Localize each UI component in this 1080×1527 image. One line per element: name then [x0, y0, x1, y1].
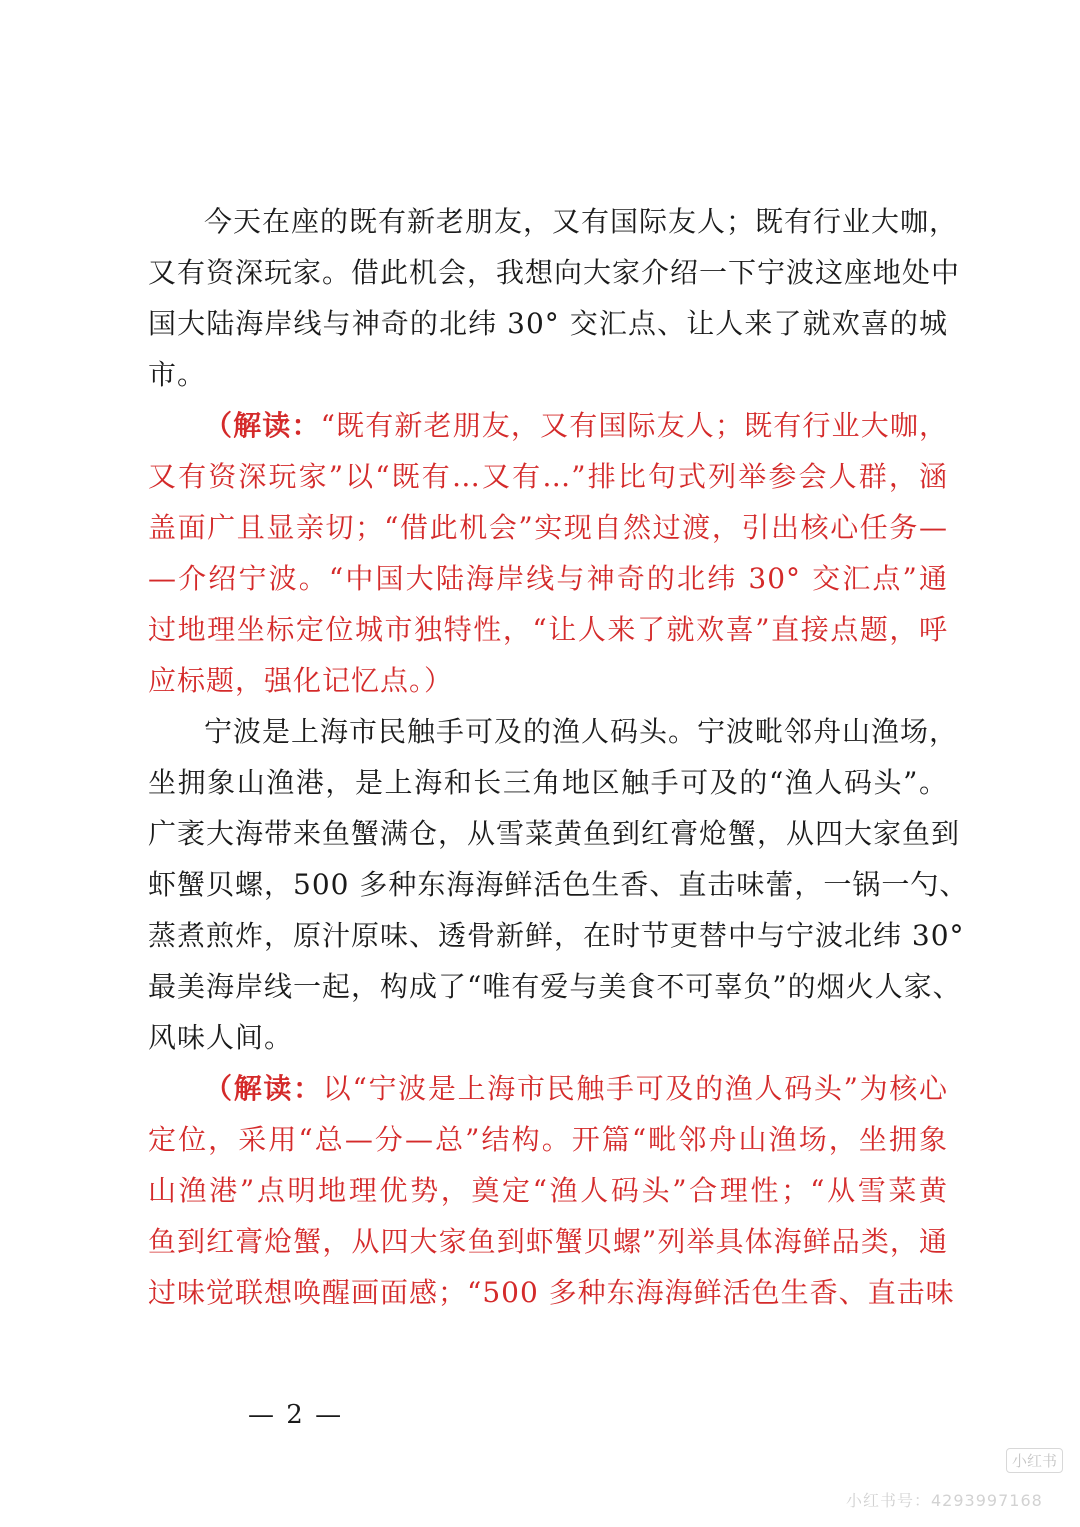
text-line [148, 451, 948, 502]
text-line [148, 1114, 948, 1165]
line-text: 山渔港”点明地理优势，奠定“渔人码头”合理性；“从雪菜黄 [148, 1174, 948, 1207]
text-line [148, 1267, 955, 1318]
annotation-label: （解读： [204, 1072, 323, 1105]
line-text: “既有新老朋友，又有国际友人；既有行业大咖， [320, 409, 948, 442]
text-line [148, 910, 965, 961]
body-paragraph [148, 706, 969, 1063]
line-text: 风味人间。 [148, 1021, 294, 1054]
text-line [148, 349, 948, 400]
line-text: 市。 [148, 358, 207, 391]
line-text: 定位，采用“总—分—总”结构。开篇“毗邻舟山渔场，坐拥象 [148, 1123, 948, 1156]
line-text: 又有资深玩家”以“既有…又有…”排比句式列举参会人群，涵 [148, 460, 948, 493]
line-text: 国大陆海岸线与神奇的北纬 30° 交汇点、让人来了就欢喜的城 [148, 307, 948, 340]
text-line [148, 196, 959, 247]
watermark-id: 小红书号：4293997168 [846, 1491, 1043, 1510]
line-text: 蒸煮煎炸，原汁原味、透骨新鲜，在时节更替中与宁波北纬 30° [148, 919, 965, 952]
line-text: 宁波是上海市民触手可及的渔人码头。宁波毗邻舟山渔场， [204, 715, 959, 748]
annotation-paragraph [148, 400, 948, 706]
text-line [148, 808, 961, 859]
text-line [148, 859, 969, 910]
text-line [148, 298, 948, 349]
text-line [148, 655, 948, 706]
watermark-logo: 小红书 [1006, 1448, 1063, 1473]
text-line [148, 961, 962, 1012]
text-line [148, 1063, 948, 1114]
body-paragraph [148, 196, 961, 400]
line-text: 应标题，强化记忆点。） [148, 664, 454, 697]
line-text: 以“宁波是上海市民触手可及的渔人码头”为核心 [322, 1072, 948, 1105]
line-text: 盖面广且显亲切；“借此机会”实现自然过渡，引出核心任务— [148, 511, 948, 544]
line-text: 鱼到红膏炝蟹，从四大家鱼到虾蟹贝螺”列举具体海鲜品类，通 [148, 1225, 948, 1258]
line-text: 最美海岸线一起，构成了“唯有爱与美食不可辜负”的烟火人家、 [148, 970, 962, 1003]
annotation-paragraph [148, 1063, 955, 1318]
annotation-label: （解读： [204, 409, 321, 442]
line-text: 过地理坐标定位城市独特性，“让人来了就欢喜”直接点题，呼 [148, 613, 948, 646]
text-line [148, 502, 948, 553]
line-text: 今天在座的既有新老朋友，又有国际友人；既有行业大咖， [204, 205, 959, 238]
line-text: 过味觉联想唤醒画面感；“500 多种东海海鲜活色生香、直击味 [148, 1276, 955, 1309]
text-line [148, 247, 961, 298]
line-text: 又有资深玩家。借此机会，我想向大家介绍一下宁波这座地处中 [148, 256, 961, 289]
line-text: 坐拥象山渔港，是上海和长三角地区触手可及的“渔人码头”。 [148, 766, 948, 799]
page-number: — 2 — [248, 1400, 344, 1430]
text-line [148, 757, 948, 808]
line-text: 虾蟹贝螺，500 多种东海海鲜活色生香、直击味蕾，一锅一勺、 [148, 868, 969, 901]
text-line [148, 1165, 948, 1216]
line-text: 广袤大海带来鱼蟹满仓，从雪菜黄鱼到红膏炝蟹，从四大家鱼到 [148, 817, 961, 850]
text-line [148, 706, 959, 757]
document-body [148, 196, 969, 1318]
text-line [148, 1012, 948, 1063]
text-line [148, 1216, 948, 1267]
line-text: —介绍宁波。“中国大陆海岸线与神奇的北纬 30° 交汇点”通 [148, 562, 948, 595]
text-line [148, 604, 948, 655]
text-line [148, 553, 948, 604]
text-line [148, 400, 948, 451]
